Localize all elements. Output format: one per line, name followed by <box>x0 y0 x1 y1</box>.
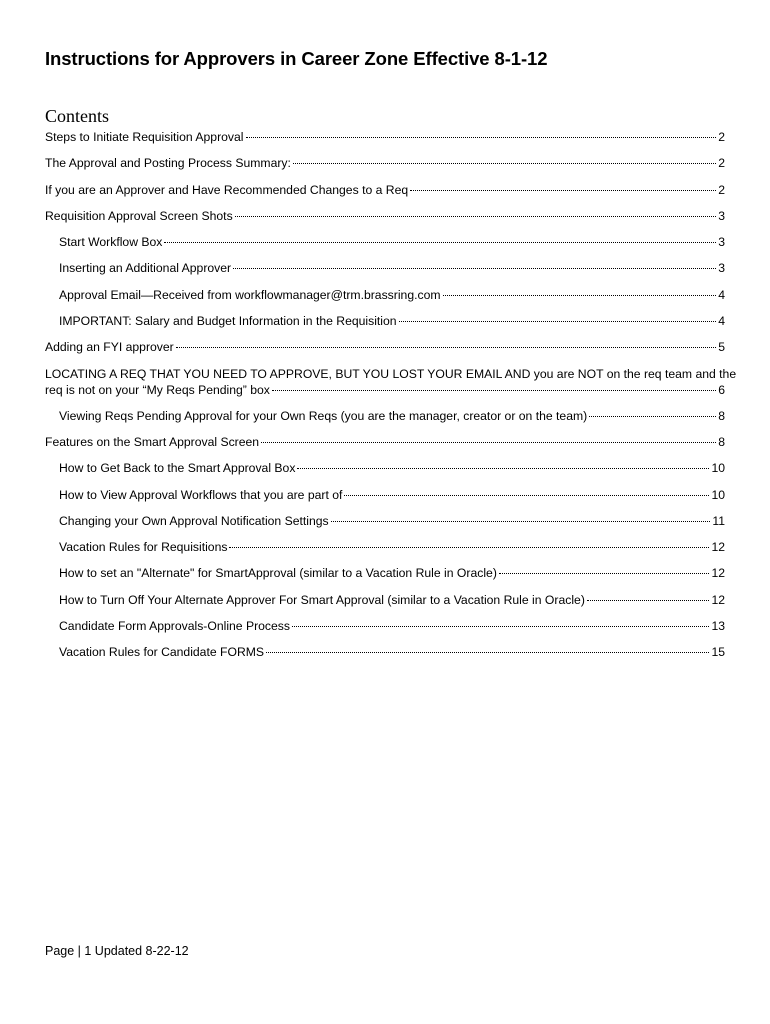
toc-entry-label: How to Get Back to the Smart Approval Box <box>59 461 296 476</box>
toc-entry[interactable] <box>45 460 725 486</box>
toc-page-number: 4 <box>718 287 725 302</box>
toc-page-number: 5 <box>718 340 725 355</box>
toc-entry-label: Steps to Initiate Requisition Approval <box>45 130 244 144</box>
toc-entry-label: Start Workflow Box <box>59 235 163 250</box>
toc-entry-label-line2: req is not on your “My Reqs Pending” box <box>45 382 270 397</box>
toc-entry[interactable] <box>45 234 725 260</box>
toc-entry[interactable] <box>45 287 725 313</box>
toc-page-number: 12 <box>711 540 725 555</box>
page-footer: Page | 1 Updated 8-22-12 <box>45 944 189 958</box>
toc-dot-leader <box>410 190 716 191</box>
toc-entry[interactable] <box>45 644 725 670</box>
toc-page-number: 2 <box>718 130 725 144</box>
toc-entry-label: Requisition Approval Screen Shots <box>45 208 233 223</box>
toc-entry[interactable] <box>45 434 725 460</box>
toc-page-number: 2 <box>718 156 725 171</box>
toc-page-number: 3 <box>718 261 725 276</box>
toc-entry[interactable] <box>45 182 725 208</box>
toc-page-number: 3 <box>718 235 725 250</box>
toc-entry-label: How to View Approval Workflows that you are part of <box>59 487 343 502</box>
toc-entry-label: Features on the Smart Approval Screen <box>45 434 260 449</box>
toc-dot-leader <box>261 442 716 443</box>
toc-page-number: 8 <box>718 408 725 423</box>
toc-dot-leader <box>293 163 716 164</box>
toc-entry-label: How to set an "Alternate" for SmartApproval (similar to a Vacation Rule in Oracle) <box>59 566 497 581</box>
toc-entry-label: Approval Email—Received from workflowmanager@trm.brassring.com <box>59 287 441 302</box>
toc-dot-leader <box>587 600 710 601</box>
toc-entry[interactable] <box>45 565 725 591</box>
toc-dot-leader <box>164 242 716 243</box>
document-title: Instructions for Approvers in Career Zone Effective 8-1-12 <box>45 48 548 69</box>
toc-entry[interactable] <box>45 408 725 434</box>
toc-entry[interactable] <box>45 260 725 286</box>
toc-entry-label: Viewing Reqs Pending Approval for your Own Reqs (you are the manager, creator or on the team) <box>59 408 588 423</box>
toc-page-number: 15 <box>711 645 725 660</box>
toc-entry[interactable] <box>45 618 725 644</box>
toc-entry-label: Inserting an Additional Approver <box>59 261 232 276</box>
toc-entry[interactable] <box>45 339 725 365</box>
toc-dot-leader <box>266 652 709 653</box>
toc-dot-leader <box>229 547 709 548</box>
toc-dot-leader <box>235 216 717 217</box>
toc-page-number: 10 <box>711 487 725 502</box>
toc-dot-leader <box>272 390 716 391</box>
toc-page-number: 6 <box>718 382 725 397</box>
toc-entry-label: IMPORTANT: Salary and Budget Information in the Requisition <box>59 314 397 329</box>
toc-entry[interactable] <box>45 539 725 565</box>
toc-page-number: 2 <box>718 182 725 197</box>
table-of-contents <box>45 129 737 671</box>
contents-heading: Contents <box>45 106 110 126</box>
toc-dot-leader <box>443 295 717 296</box>
toc-dot-leader <box>176 347 716 348</box>
toc-entry-label: If you are an Approver and Have Recommended Changes to a Req <box>45 182 409 197</box>
toc-entry[interactable] <box>45 592 725 618</box>
toc-entry-label: Changing your Own Approval Notification Settings <box>59 513 329 528</box>
toc-entry[interactable] <box>45 487 725 513</box>
toc-entry-label-line1: LOCATING A REQ THAT YOU NEED TO APPROVE, BUT YOU LOST YOUR EMAIL AND you are NOT on the req team and the <box>45 366 737 381</box>
toc-entry[interactable] <box>45 366 737 398</box>
toc-page-number: 8 <box>718 434 725 449</box>
toc-page-number: 10 <box>711 461 725 476</box>
toc-dot-leader <box>499 573 710 574</box>
toc-entry[interactable] <box>45 155 725 181</box>
toc-entry[interactable] <box>45 313 725 339</box>
toc-page-number: 4 <box>718 314 725 329</box>
toc-page-number: 12 <box>711 566 725 581</box>
toc-entry-label: Vacation Rules for Candidate FORMS <box>59 645 265 660</box>
toc-page-number: 3 <box>718 208 725 223</box>
toc-dot-leader <box>331 521 711 522</box>
toc-dot-leader <box>246 137 717 138</box>
toc-dot-leader <box>292 626 709 627</box>
toc-entry[interactable] <box>45 208 725 234</box>
toc-entry-label: Vacation Rules for Requisitions <box>59 540 228 555</box>
toc-dot-leader <box>297 468 709 469</box>
toc-dot-leader <box>399 321 717 322</box>
toc-entry-label: The Approval and Posting Process Summary: <box>45 156 291 171</box>
toc-dot-leader <box>233 268 716 269</box>
toc-page-number: 12 <box>711 592 725 607</box>
toc-dot-leader <box>344 495 709 496</box>
toc-entry-label: Adding an FYI approver <box>45 340 174 355</box>
toc-entry[interactable] <box>45 513 725 539</box>
toc-dot-leader <box>589 416 716 417</box>
toc-page-number: 11 <box>712 513 725 528</box>
toc-entry-label: Candidate Form Approvals-Online Process <box>59 619 290 634</box>
toc-entry[interactable] <box>45 129 725 155</box>
toc-entry-label: How to Turn Off Your Alternate Approver For Smart Approval (similar to a Vacation Rule in Oracle) <box>59 592 585 607</box>
toc-page-number: 13 <box>711 619 725 634</box>
